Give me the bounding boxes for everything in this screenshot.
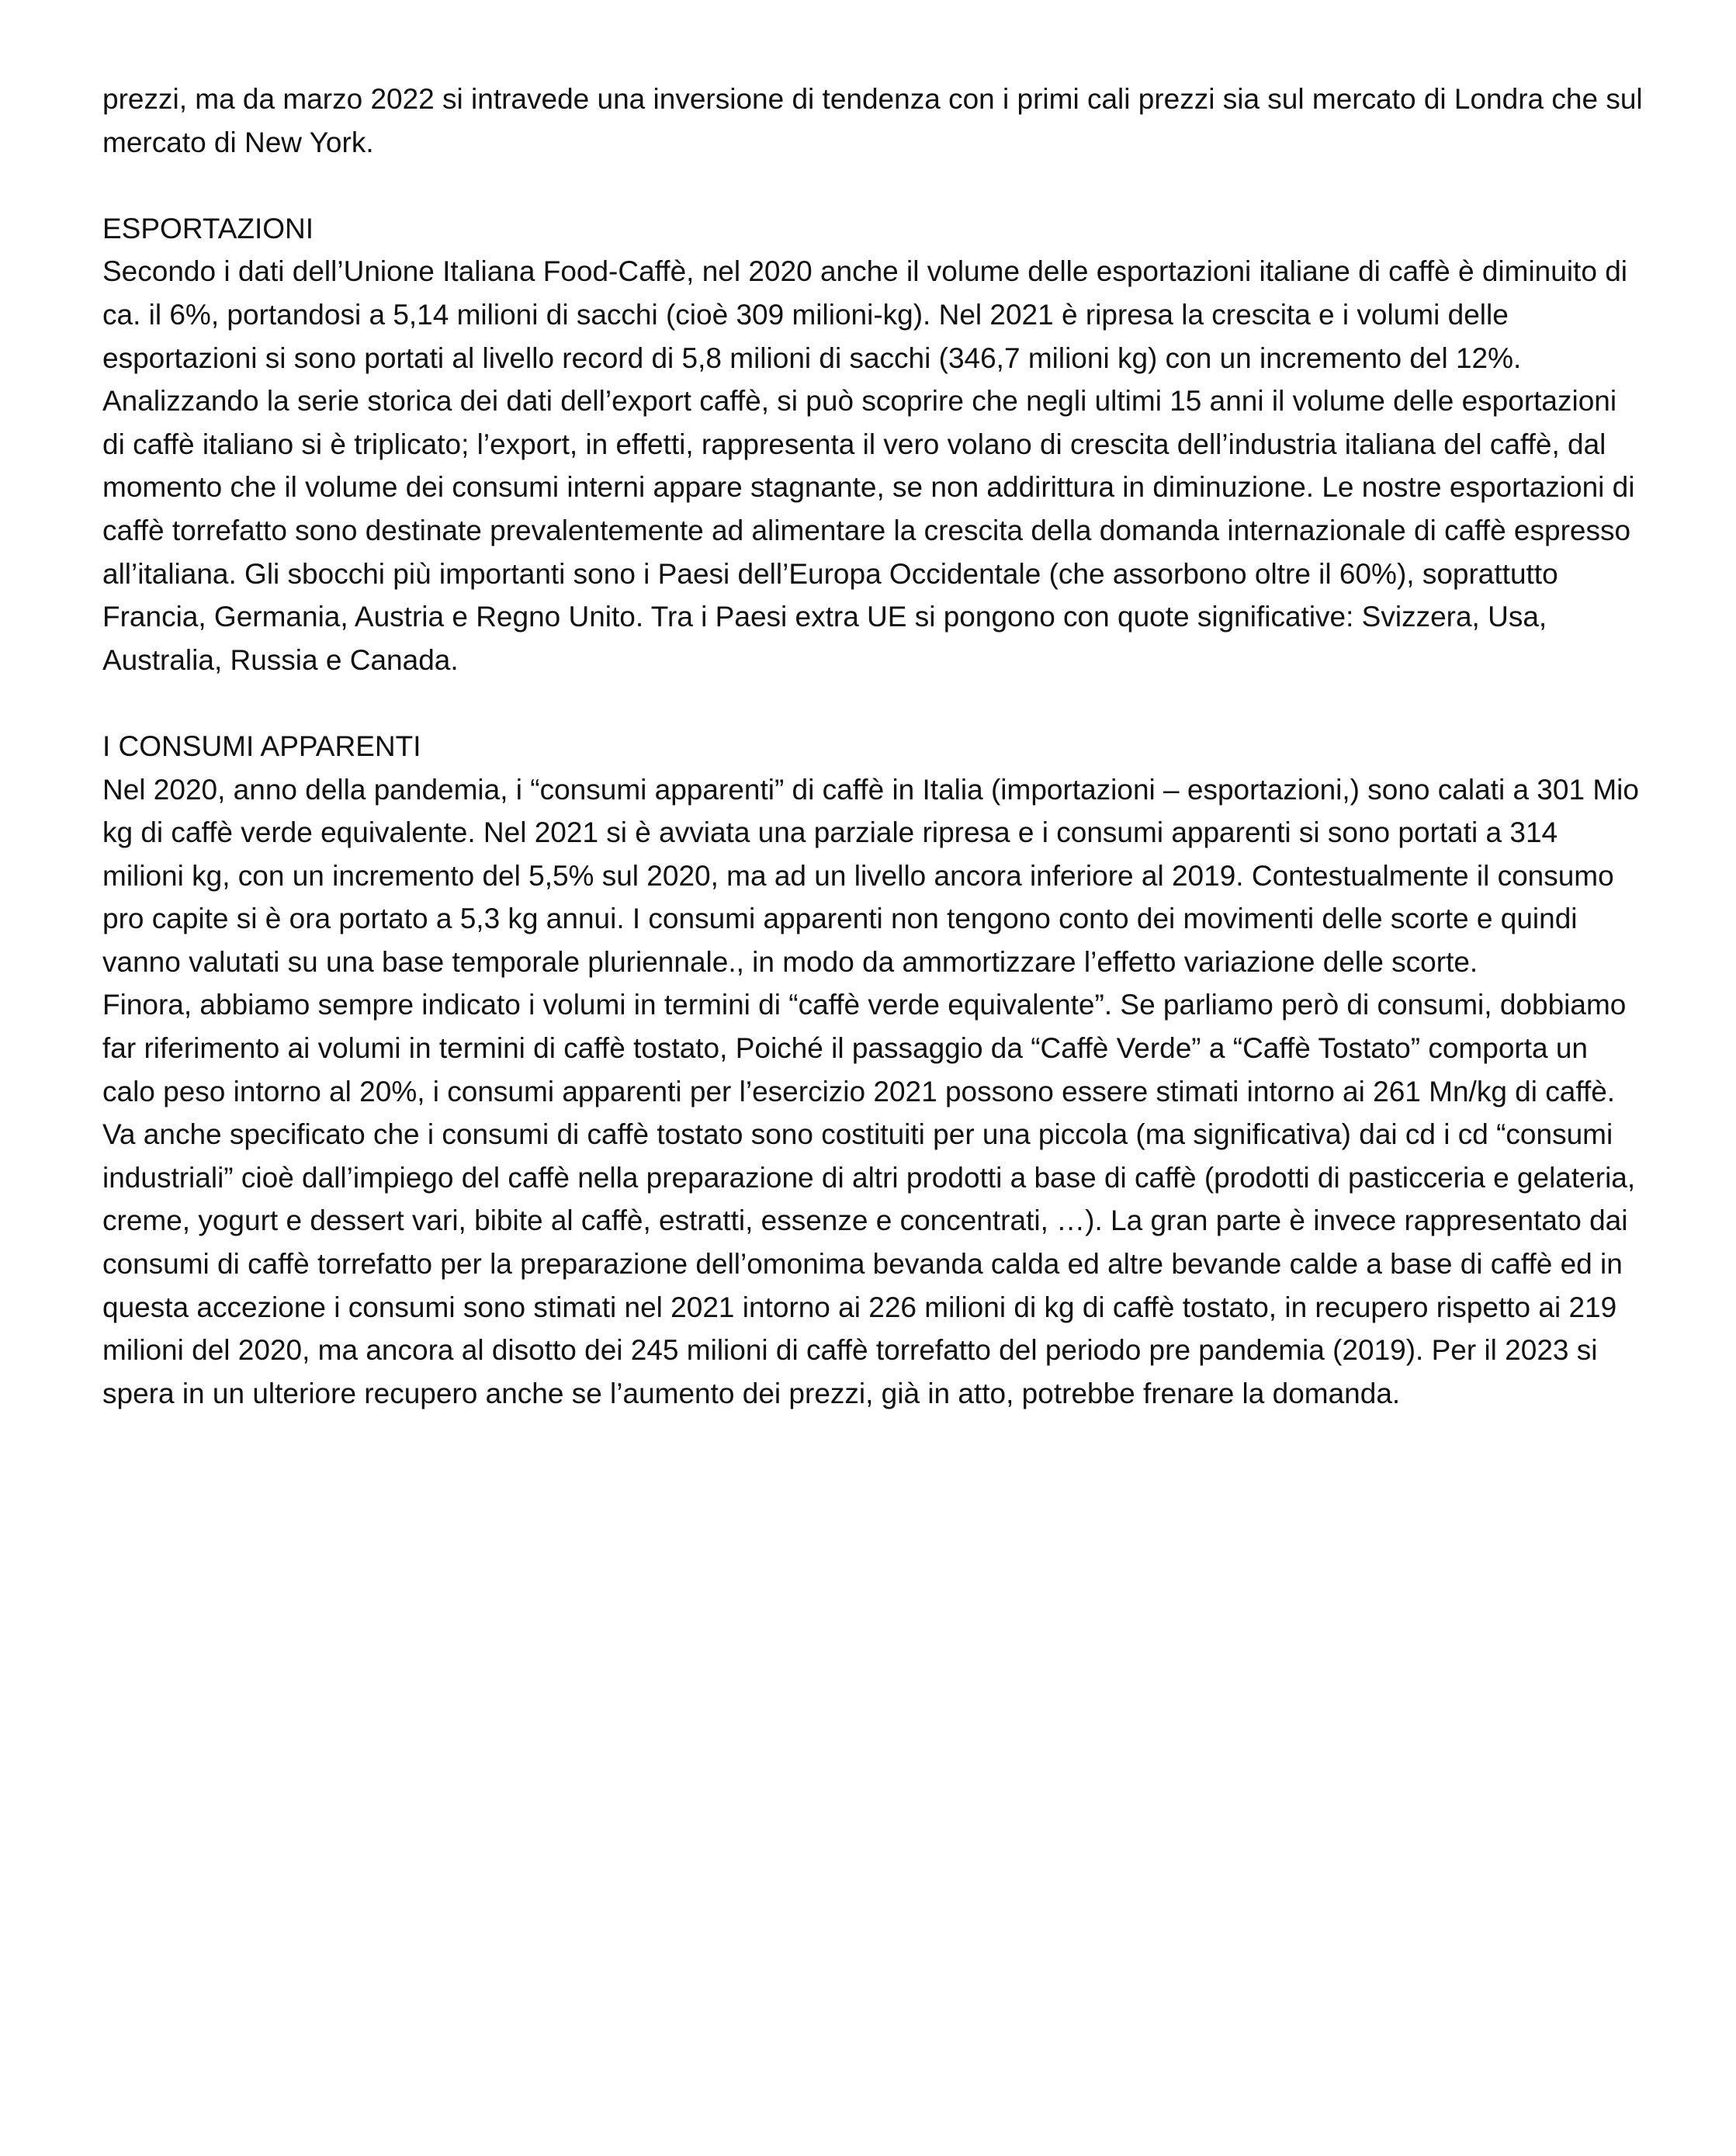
consumption-paragraph-2: Finora, abbiamo sempre indicato i volumi in termini di “caffè verde equivalente”. Se parliamo però di consumi, dobbiamo far riferimento ai volumi in termini di caffè tostato, Poiché il passaggio da “Caffè Verde” a “Caffè Tostato” comporta un calo peso intorno al 20%, i consumi apparenti per l’esercizio 2021 possono essere stimati intorno ai 261 Mn/kg di caffè. Va anche specificato che i consumi di caffè tostato sono costituiti per una piccola (ma significativa) dai cd i cd “consumi industriali” cioè dall’impiego del caffè nella preparazione di altri prodotti a base di caffè (prodotti di pasticceria e gelateria, creme, yogurt e dessert vari, bibite al caffè, estratti, essenze e concentrati, …). La gran parte è invece rappresentato dai consumi di caffè torrefatto per la preparazione dell’omonima bevanda calda ed altre bevande calde a base di caffè ed in questa accezione i consumi sono stimati nel 2021 intorno ai 226 milioni di kg di caffè tostato, in recupero rispetto ai 219 milioni del 2020, ma ancora al disotto dei 245 milioni di caffè torrefatto del periodo pre pandemia (2019). Per il 2023 si spera in un ulteriore recupero anche se l’aumento dei prezzi, già in atto, potrebbe frenare la domanda. [102, 989, 1636, 1409]
section-heading-consumi-apparenti: I CONSUMI APPARENTI [102, 730, 421, 762]
paragraph-spacer [102, 164, 1647, 207]
document-body [102, 78, 1647, 1415]
export-paragraph: Secondo i dati dell’Unione Italiana Food-Caffè, nel 2020 anche il volume delle esportazioni italiane di caffè è diminuito di ca. il 6%, portandosi a 5,14 milioni di sacchi (cioè 309 milioni-kg). Nel 2021 è ripresa la crescita e i volumi delle esportazioni si sono portati al livello record di 5,8 milioni di sacchi (346,7 milioni kg) con un incremento del 12%. Analizzando la serie storica dei dati dell’export caffè, si può scoprire che negli ultimi 15 anni il volume delle esportazioni di caffè italiano si è triplicato; l’export, in effetti, rappresenta il vero volano di crescita dell’industria italiana del caffè, dal momento che il volume dei consumi interni appare stagnante, se non addirittura in diminuzione. Le nostre esportazioni di caffè torrefatto sono destinate prevalentemente ad alimentare la crescita della domanda internazionale di caffè espresso all’italiana. Gli sbocchi più importanti sono i Paesi dell’Europa Occidentale (che assorbono oltre il 60%), soprattutto Francia, Germania, Austria e Regno Unito. Tra i Paesi extra UE si pongono con quote significative: Svizzera, Usa, Australia, Russia e Canada. [102, 255, 1635, 676]
intro-paragraph: prezzi, ma da marzo 2022 si intravede una inversione di tendenza con i primi cali prezzi sia sul mercato di Londra che sul mercato di New York. [102, 83, 1643, 158]
paragraph-spacer [102, 681, 1647, 725]
section-heading-esportazioni: ESPORTAZIONI [102, 212, 314, 244]
consumption-paragraph-1: Nel 2020, anno della pandemia, i “consumi apparenti” di caffè in Italia (importazioni – esportazioni,) sono calati a 301 Mio kg di caffè verde equivalente. Nel 2021 si è avviata una parziale ripresa e i consumi apparenti si sono portati a 314 milioni kg, con un incremento del 5,5% sul 2020, ma ad un livello ancora inferiore al 2019. Contestualmente il consumo pro capite si è ora portato a 5,3 kg annui. I consumi apparenti non tengono conto dei movimenti delle scorte e quindi vanno valutati su una base temporale pluriennale., in modo da ammortizzare l’effetto variazione delle scorte. [102, 773, 1639, 978]
